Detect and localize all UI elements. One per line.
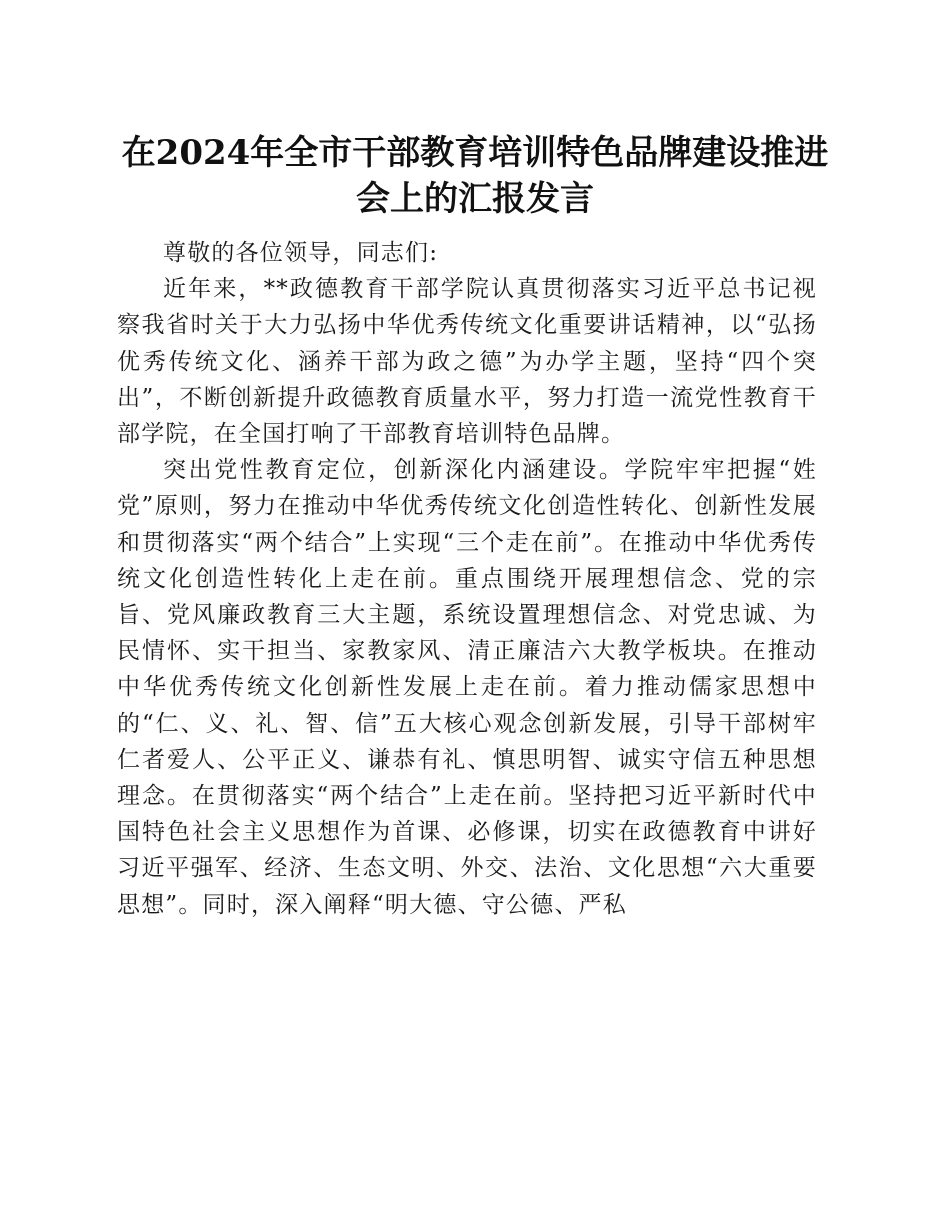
document-body bbox=[117, 235, 817, 923]
intro-paragraph: 近年来，**政德教育干部学院认真贯彻落实习近平总书记视察我省时关于大力弘扬中华优秀传统文化重要讲话精神，以“弘扬优秀传统文化、涵养干部为政之德”为办学主题，坚持“四个突出”，不断创新提升政德教育质量水平，努力打造一流党性教育干部学院，在全国打响了干部教育培训特色品牌。 bbox=[117, 276, 817, 448]
body-paragraph: 突出党性教育定位，创新深化内涵建设。学院牢牢把握“姓党”原则，努力在推动中华优秀传统文化创造性转化、创新性发展和贯彻落实“两个结合”上实现“三个走在前”。在推动中华优秀传统文化创造性转化上走在前。重点围绕开展理想信念、党的宗旨、党风廉政教育三大主题，系统设置理想信念、对党忠诚、为民情怀、实干担当、家教家风、清正廉洁六大教学板块。在推动中华优秀传统文化创新性发展上走在前。着力推动儒家思想中的“仁、义、礼、智、信”五大核心观念创新发展，引导干部树牢仁者爱人、公平正义、谦恭有礼、慎思明智、诚实守信五种思想理念。在贯彻落实“两个结合”上走在前。坚持把习近平新时代中国特色社会主义思想作为首课、必修课，切实在政德教育中讲好习近平强军、经济、生态文明、外交、法治、文化思想“六大重要思想”。同时，深入阐释“明大德、守公德、严私 bbox=[117, 457, 817, 918]
salutation-paragraph: 尊敬的各位领导，同志们: bbox=[163, 240, 439, 266]
document-title: 在2024年全市干部教育培训特色品牌建设推进会上的汇报发言 bbox=[121, 133, 829, 219]
